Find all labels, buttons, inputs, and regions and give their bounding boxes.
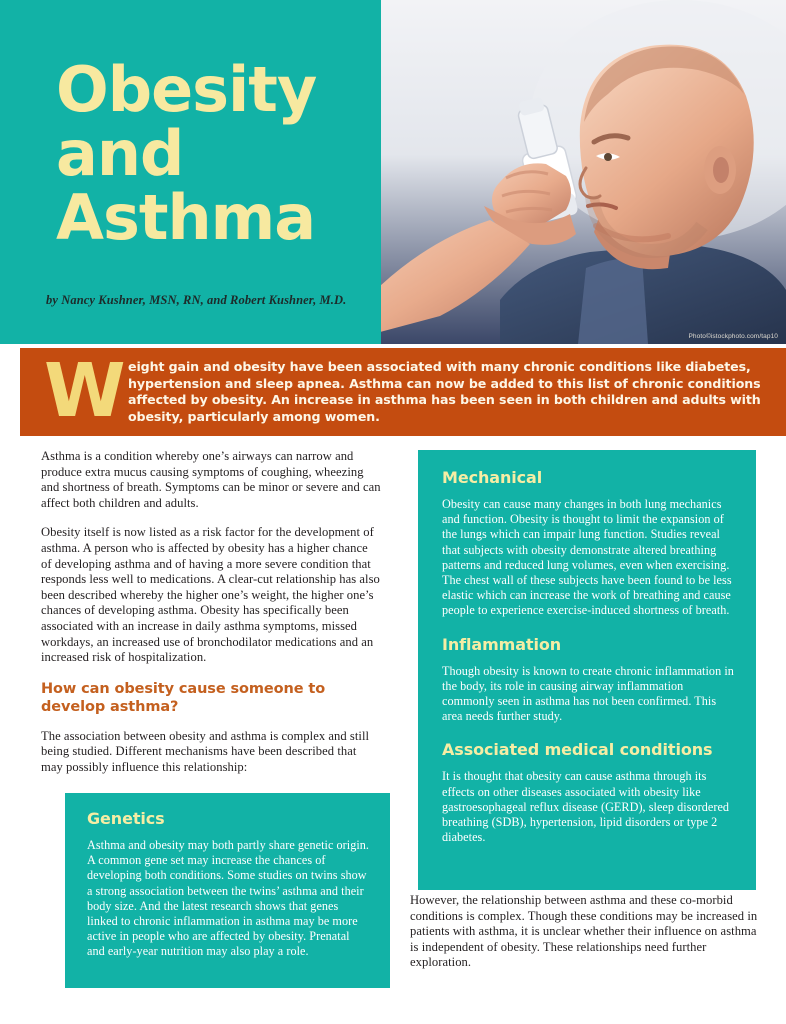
left-column: [41, 449, 381, 790]
title-line-3: Asthma: [56, 181, 316, 254]
left-subheading: How can obesity cause someone to develop asthma?: [41, 680, 326, 716]
mechanical-heading: Mechanical: [442, 468, 543, 487]
left-paragraph-3: The association between obesity and asthma is complex and still being studied. Different mechanisms have been described that may possibly influence this relationship:: [41, 728, 370, 774]
title-line-1: Obesity: [56, 53, 317, 126]
genetics-box: [65, 793, 390, 988]
genetics-text: Asthma and obesity may both partly share genetic origin. A common gene set may increase the chances of developing both conditions. Some studies on twins show a strong association between the twins’ asthma and their body size. And the latest research shows that genes linked to chronic inflammation in asthma may be more active in people who are affected by obesity. Prenatal and early-year nutrition may also play a role.: [87, 838, 370, 959]
photo-credit: Photo©istockphoto.com/tap10: [688, 333, 778, 340]
page-header: [0, 0, 786, 344]
mechanisms-box: [418, 450, 756, 890]
page-title: [56, 53, 386, 254]
intro-dropcap: W: [44, 348, 126, 434]
closing-paragraph-wrap: [410, 893, 758, 985]
inflammation-text: Though obesity is known to create chronic inflammation in the body, its role in causing airway inflammation commonly seen in asthma has not been confirmed. This area needs further study.: [442, 663, 734, 724]
intro-banner: [20, 348, 786, 436]
associated-conditions-text: It is thought that obesity can cause asthma through its effects on other diseases associated with obesity like gastroesophageal reflux disease (GERD), sleep disordered breathing (SDB), hypertension, lipid disorders or type 2 diabetes.: [442, 769, 730, 845]
intro-text: eight gain and obesity have been associated with many chronic conditions like diabetes, hypertension and sleep apnea. Asthma can now be added to this list of chronic conditions affected by obesity. An increase in asthma has been seen in both children and adults with obesity, particularly among women.: [128, 359, 761, 424]
left-paragraph-2: Obesity itself is now listed as a risk factor for the development of asthma. A person who is affected by obesity has a higher chance of developing asthma and of having a more severe condition that responds less well to medications. A clear-cut relationship has also been described whereby the higher one’s weight, the higher one’s chances of developing asthma. Obesity has specifically been associated with an increase in daily asthma symptoms, missed workdays, an increased use of bronchodilator medications and an increased risk of hospitalization.: [41, 525, 380, 665]
left-paragraph-1: Asthma is a condition whereby one’s airways can narrow and produce extra mucus causing symptoms of coughing, wheezing and shortness of breath. Symptoms can be minor or severe and can affect both children and adults.: [41, 449, 381, 510]
inflammation-heading: Inflammation: [442, 634, 562, 654]
byline: by Nancy Kushner, MSN, RN, and Robert Kushner, M.D.: [46, 293, 347, 307]
associated-conditions-heading: Associated medical conditions: [442, 740, 713, 760]
header-title-panel: [0, 0, 381, 344]
header-photo: [380, 0, 786, 344]
closing-paragraph: However, the relationship between asthma and these co-morbid conditions is complex. Though these conditions may be increased in patients with asthma, it is unclear whether their influence on asthma is independent of obesity. These relationships need further exploration.: [410, 893, 758, 970]
genetics-heading: Genetics: [87, 809, 165, 828]
title-line-2: and: [56, 117, 184, 190]
mechanical-text: Obesity can cause many changes in both lung mechanics and function. Obesity is thought to limit the expansion of the lungs which can impair lung function. Studies reveal that subjects with obesity demonstrate altered breathing patterns and reduced lung volumes, even when exercising. The chest wall of these subjects have been found to be less elastic which can increase the work of breathing and cause people to experience exercise-induced shortness of breath.: [442, 497, 732, 618]
inhaler-photo-illustration: [380, 0, 786, 344]
